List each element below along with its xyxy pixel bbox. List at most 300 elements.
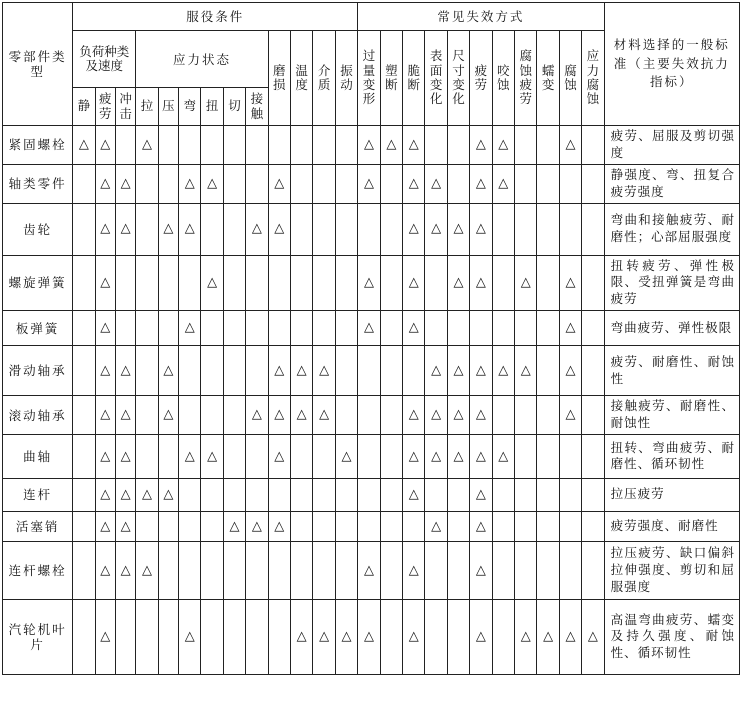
empty-cell	[313, 255, 335, 311]
empty-cell	[582, 164, 604, 203]
mark-cell: △	[201, 164, 223, 203]
empty-cell	[290, 478, 312, 511]
empty-cell	[201, 126, 223, 165]
empty-cell	[223, 311, 245, 346]
mark-cell: △	[335, 599, 358, 674]
empty-cell	[582, 311, 604, 346]
empty-cell	[313, 311, 335, 346]
empty-cell	[246, 164, 268, 203]
empty-cell	[582, 434, 604, 478]
empty-cell	[559, 541, 581, 599]
mark-cell: △	[115, 203, 135, 255]
mark-cell: △	[358, 255, 380, 311]
empty-cell	[335, 511, 358, 541]
mark-cell: △	[492, 346, 514, 396]
mark-cell: △	[95, 346, 115, 396]
empty-cell	[515, 541, 537, 599]
criteria-cell: 拉压疲劳	[604, 478, 739, 511]
empty-cell	[313, 541, 335, 599]
mark-cell: △	[447, 434, 469, 478]
mark-cell: △	[290, 396, 312, 435]
mark-cell: △	[268, 511, 290, 541]
col-fatigue-fail: 疲劳	[470, 31, 492, 126]
table-row	[3, 396, 740, 435]
mark-cell: △	[115, 434, 135, 478]
empty-cell	[358, 478, 380, 511]
mark-cell: △	[179, 164, 201, 203]
empty-cell	[515, 164, 537, 203]
empty-cell	[73, 511, 95, 541]
part-name-cell: 曲轴	[3, 434, 73, 478]
empty-cell	[470, 311, 492, 346]
empty-cell	[136, 511, 158, 541]
mark-cell: △	[95, 126, 115, 165]
empty-cell	[380, 478, 402, 511]
mark-cell: △	[246, 203, 268, 255]
empty-cell	[492, 478, 514, 511]
mark-cell: △	[179, 203, 201, 255]
mark-cell: △	[358, 126, 380, 165]
empty-cell	[246, 434, 268, 478]
mark-cell: △	[358, 541, 380, 599]
empty-cell	[179, 346, 201, 396]
empty-cell	[358, 434, 380, 478]
empty-cell	[335, 346, 358, 396]
empty-cell	[201, 478, 223, 511]
mark-cell: △	[403, 126, 425, 165]
mark-cell: △	[559, 126, 581, 165]
empty-cell	[358, 396, 380, 435]
mark-cell: △	[403, 255, 425, 311]
col-corrosion: 腐蚀	[559, 31, 581, 126]
empty-cell	[537, 255, 559, 311]
part-name-cell: 连杆螺栓	[3, 541, 73, 599]
empty-cell	[447, 164, 469, 203]
table-row	[3, 126, 740, 165]
empty-cell	[313, 434, 335, 478]
mark-cell: △	[136, 478, 158, 511]
empty-cell	[515, 311, 537, 346]
empty-cell	[537, 126, 559, 165]
empty-cell	[582, 478, 604, 511]
empty-cell	[559, 511, 581, 541]
empty-cell	[73, 541, 95, 599]
mark-cell: △	[470, 203, 492, 255]
mark-cell: △	[425, 434, 447, 478]
mark-cell: △	[470, 164, 492, 203]
col-temperature: 温度	[290, 31, 312, 126]
empty-cell	[290, 311, 312, 346]
mark-cell: △	[470, 346, 492, 396]
col-stress-corrosion: 应力腐蚀	[582, 31, 604, 126]
criteria-cell: 疲劳、耐磨性、耐蚀性	[604, 346, 739, 396]
mark-cell: △	[470, 511, 492, 541]
empty-cell	[582, 541, 604, 599]
table-row	[3, 511, 740, 541]
col-vibration: 振动	[335, 31, 358, 126]
criteria-cell: 高温弯曲疲劳、蠕变及持久强度、耐蚀性、循环韧性	[604, 599, 739, 674]
col-brittle-fracture: 脆断	[403, 31, 425, 126]
mark-cell: △	[115, 541, 135, 599]
mark-cell: △	[246, 511, 268, 541]
empty-cell	[73, 203, 95, 255]
empty-cell	[380, 599, 402, 674]
empty-cell	[358, 511, 380, 541]
empty-cell	[136, 203, 158, 255]
mark-cell: △	[403, 203, 425, 255]
mark-cell: △	[158, 478, 178, 511]
empty-cell	[515, 478, 537, 511]
mark-cell: △	[470, 434, 492, 478]
empty-cell	[73, 599, 95, 674]
part-name-cell: 滑动轴承	[3, 346, 73, 396]
empty-cell	[268, 478, 290, 511]
mark-cell: △	[290, 599, 312, 674]
col-plastic-fracture: 塑断	[380, 31, 402, 126]
criteria-cell: 疲劳、屈服及剪切强度	[604, 126, 739, 165]
empty-cell	[537, 511, 559, 541]
table-row	[3, 434, 740, 478]
col-wear: 磨损	[268, 31, 290, 126]
empty-cell	[158, 511, 178, 541]
mark-cell: △	[335, 434, 358, 478]
mark-cell: △	[158, 396, 178, 435]
empty-cell	[559, 434, 581, 478]
mark-cell: △	[95, 434, 115, 478]
mark-cell: △	[380, 126, 402, 165]
mark-cell: △	[136, 541, 158, 599]
stress-state-header: 应力状态	[136, 31, 268, 88]
col-corrosion-fatigue: 腐蚀疲劳	[515, 31, 537, 126]
empty-cell	[537, 478, 559, 511]
empty-cell	[290, 203, 312, 255]
empty-cell	[582, 511, 604, 541]
part-name-cell: 活塞销	[3, 511, 73, 541]
table-body	[3, 126, 740, 675]
empty-cell	[246, 126, 268, 165]
mark-cell: △	[470, 255, 492, 311]
empty-cell	[158, 311, 178, 346]
mark-cell: △	[179, 434, 201, 478]
mark-cell: △	[492, 434, 514, 478]
material-selection-table	[2, 2, 740, 675]
empty-cell	[582, 255, 604, 311]
empty-cell	[136, 599, 158, 674]
empty-cell	[73, 478, 95, 511]
mark-cell: △	[537, 599, 559, 674]
mark-cell: △	[290, 346, 312, 396]
mark-cell: △	[470, 541, 492, 599]
part-name-cell: 连杆	[3, 478, 73, 511]
col-fatigue: 疲劳	[95, 88, 115, 126]
empty-cell	[179, 255, 201, 311]
mark-cell: △	[95, 541, 115, 599]
mark-cell: △	[403, 164, 425, 203]
empty-cell	[136, 346, 158, 396]
empty-cell	[447, 541, 469, 599]
empty-cell	[492, 541, 514, 599]
empty-cell	[115, 311, 135, 346]
empty-cell	[268, 541, 290, 599]
table-row	[3, 541, 740, 599]
mark-cell: △	[268, 434, 290, 478]
empty-cell	[358, 346, 380, 396]
empty-cell	[380, 346, 402, 396]
empty-cell	[335, 164, 358, 203]
table-row	[3, 255, 740, 311]
empty-cell	[223, 255, 245, 311]
empty-cell	[158, 126, 178, 165]
mark-cell: △	[268, 203, 290, 255]
empty-cell	[492, 599, 514, 674]
empty-cell	[425, 478, 447, 511]
empty-cell	[380, 311, 402, 346]
service-conditions-header: 服役条件	[73, 3, 358, 31]
empty-cell	[380, 203, 402, 255]
mark-cell: △	[403, 541, 425, 599]
col-excess-deform: 过量变形	[358, 31, 380, 126]
empty-cell	[223, 346, 245, 396]
mark-cell: △	[559, 346, 581, 396]
mark-cell: △	[425, 164, 447, 203]
mark-cell: △	[136, 126, 158, 165]
mark-cell: △	[115, 164, 135, 203]
empty-cell	[223, 434, 245, 478]
empty-cell	[201, 203, 223, 255]
empty-cell	[73, 346, 95, 396]
empty-cell	[73, 396, 95, 435]
mark-cell: △	[447, 203, 469, 255]
empty-cell	[201, 346, 223, 396]
empty-cell	[223, 478, 245, 511]
mark-cell: △	[559, 396, 581, 435]
empty-cell	[537, 203, 559, 255]
mark-cell: △	[268, 346, 290, 396]
mark-cell: △	[223, 511, 245, 541]
empty-cell	[447, 478, 469, 511]
mark-cell: △	[403, 311, 425, 346]
empty-cell	[268, 255, 290, 311]
mark-cell: △	[447, 396, 469, 435]
empty-cell	[201, 511, 223, 541]
empty-cell	[136, 311, 158, 346]
empty-cell	[380, 541, 402, 599]
criteria-cell: 扭转疲劳、弹性极限、受扭弹簧是弯曲疲劳	[604, 255, 739, 311]
mark-cell: △	[179, 311, 201, 346]
mark-cell: △	[115, 478, 135, 511]
empty-cell	[335, 311, 358, 346]
mark-cell: △	[447, 255, 469, 311]
part-type-header: 零部件类型	[3, 3, 73, 126]
empty-cell	[268, 599, 290, 674]
mark-cell: △	[95, 255, 115, 311]
part-name-cell: 螺旋弹簧	[3, 255, 73, 311]
empty-cell	[492, 511, 514, 541]
col-torsion: 扭	[201, 88, 223, 126]
part-name-cell: 板弹簧	[3, 311, 73, 346]
mark-cell: △	[73, 126, 95, 165]
empty-cell	[179, 396, 201, 435]
mark-cell: △	[268, 164, 290, 203]
empty-cell	[179, 478, 201, 511]
empty-cell	[380, 396, 402, 435]
part-name-cell: 滚动轴承	[3, 396, 73, 435]
empty-cell	[136, 434, 158, 478]
col-surface-change: 表面变化	[425, 31, 447, 126]
empty-cell	[136, 255, 158, 311]
empty-cell	[492, 255, 514, 311]
mark-cell: △	[201, 434, 223, 478]
mark-cell: △	[115, 396, 135, 435]
col-creep: 蠕变	[537, 31, 559, 126]
empty-cell	[201, 396, 223, 435]
col-impact: 冲击	[115, 88, 135, 126]
criteria-cell: 拉压疲劳、缺口偏斜拉伸强度、剪切和屈服强度	[604, 541, 739, 599]
criteria-cell: 弯曲疲劳、弹性极限	[604, 311, 739, 346]
empty-cell	[268, 126, 290, 165]
mark-cell: △	[313, 396, 335, 435]
mark-cell: △	[95, 311, 115, 346]
mark-cell: △	[158, 346, 178, 396]
empty-cell	[335, 478, 358, 511]
mark-cell: △	[246, 396, 268, 435]
empty-cell	[335, 255, 358, 311]
empty-cell	[335, 541, 358, 599]
empty-cell	[201, 311, 223, 346]
empty-cell	[492, 203, 514, 255]
empty-cell	[492, 311, 514, 346]
empty-cell	[158, 255, 178, 311]
mark-cell: △	[515, 255, 537, 311]
mark-cell: △	[559, 311, 581, 346]
empty-cell	[582, 346, 604, 396]
mark-cell: △	[95, 478, 115, 511]
empty-cell	[515, 203, 537, 255]
empty-cell	[179, 126, 201, 165]
mark-cell: △	[179, 599, 201, 674]
empty-cell	[223, 396, 245, 435]
empty-cell	[223, 599, 245, 674]
mark-cell: △	[313, 599, 335, 674]
empty-cell	[537, 396, 559, 435]
empty-cell	[313, 478, 335, 511]
empty-cell	[335, 126, 358, 165]
mark-cell: △	[492, 126, 514, 165]
empty-cell	[515, 511, 537, 541]
empty-cell	[223, 164, 245, 203]
empty-cell	[335, 396, 358, 435]
part-name-cell: 汽轮机叶片	[3, 599, 73, 674]
criteria-cell: 弯曲和接触疲劳、耐磨性；心部屈服强度	[604, 203, 739, 255]
mark-cell: △	[403, 434, 425, 478]
empty-cell	[290, 126, 312, 165]
col-bite: 咬蚀	[492, 31, 514, 126]
empty-cell	[223, 541, 245, 599]
empty-cell	[290, 541, 312, 599]
mark-cell: △	[95, 599, 115, 674]
empty-cell	[158, 164, 178, 203]
empty-cell	[515, 126, 537, 165]
empty-cell	[313, 126, 335, 165]
table-row	[3, 203, 740, 255]
empty-cell	[380, 164, 402, 203]
empty-cell	[537, 346, 559, 396]
empty-cell	[559, 164, 581, 203]
empty-cell	[223, 126, 245, 165]
empty-cell	[335, 203, 358, 255]
mark-cell: △	[582, 599, 604, 674]
empty-cell	[403, 346, 425, 396]
empty-cell	[115, 255, 135, 311]
mark-cell: △	[403, 396, 425, 435]
empty-cell	[403, 511, 425, 541]
empty-cell	[425, 255, 447, 311]
empty-cell	[313, 164, 335, 203]
mark-cell: △	[425, 396, 447, 435]
table-row	[3, 164, 740, 203]
empty-cell	[425, 541, 447, 599]
col-tension: 拉	[136, 88, 158, 126]
mark-cell: △	[447, 346, 469, 396]
mark-cell: △	[268, 396, 290, 435]
empty-cell	[73, 164, 95, 203]
empty-cell	[492, 396, 514, 435]
mark-cell: △	[425, 511, 447, 541]
empty-cell	[447, 511, 469, 541]
part-name-cell: 轴类零件	[3, 164, 73, 203]
col-compression: 压	[158, 88, 178, 126]
empty-cell	[313, 203, 335, 255]
empty-cell	[158, 599, 178, 674]
part-name-cell: 齿轮	[3, 203, 73, 255]
empty-cell	[201, 541, 223, 599]
empty-cell	[158, 541, 178, 599]
empty-cell	[380, 511, 402, 541]
empty-cell	[537, 541, 559, 599]
table-row	[3, 599, 740, 674]
mark-cell: △	[95, 203, 115, 255]
empty-cell	[246, 255, 268, 311]
criteria-cell: 静强度、弯、扭复合疲劳强度	[604, 164, 739, 203]
part-name-cell: 紧固螺栓	[3, 126, 73, 165]
empty-cell	[537, 434, 559, 478]
empty-cell	[246, 311, 268, 346]
criteria-cell: 扭转、弯曲疲劳、耐磨性、循环韧性	[604, 434, 739, 478]
mark-cell: △	[201, 255, 223, 311]
col-contact: 接触	[246, 88, 268, 126]
empty-cell	[290, 255, 312, 311]
empty-cell	[515, 434, 537, 478]
mark-cell: △	[403, 478, 425, 511]
empty-cell	[559, 478, 581, 511]
empty-cell	[73, 434, 95, 478]
empty-cell	[158, 434, 178, 478]
empty-cell	[246, 478, 268, 511]
empty-cell	[559, 203, 581, 255]
mark-cell: △	[95, 164, 115, 203]
empty-cell	[179, 541, 201, 599]
empty-cell	[115, 599, 135, 674]
mark-cell: △	[559, 599, 581, 674]
empty-cell	[290, 511, 312, 541]
empty-cell	[425, 599, 447, 674]
empty-cell	[447, 126, 469, 165]
mark-cell: △	[515, 599, 537, 674]
mark-cell: △	[470, 599, 492, 674]
col-shear: 切	[223, 88, 245, 126]
mark-cell: △	[358, 599, 380, 674]
empty-cell	[268, 311, 290, 346]
